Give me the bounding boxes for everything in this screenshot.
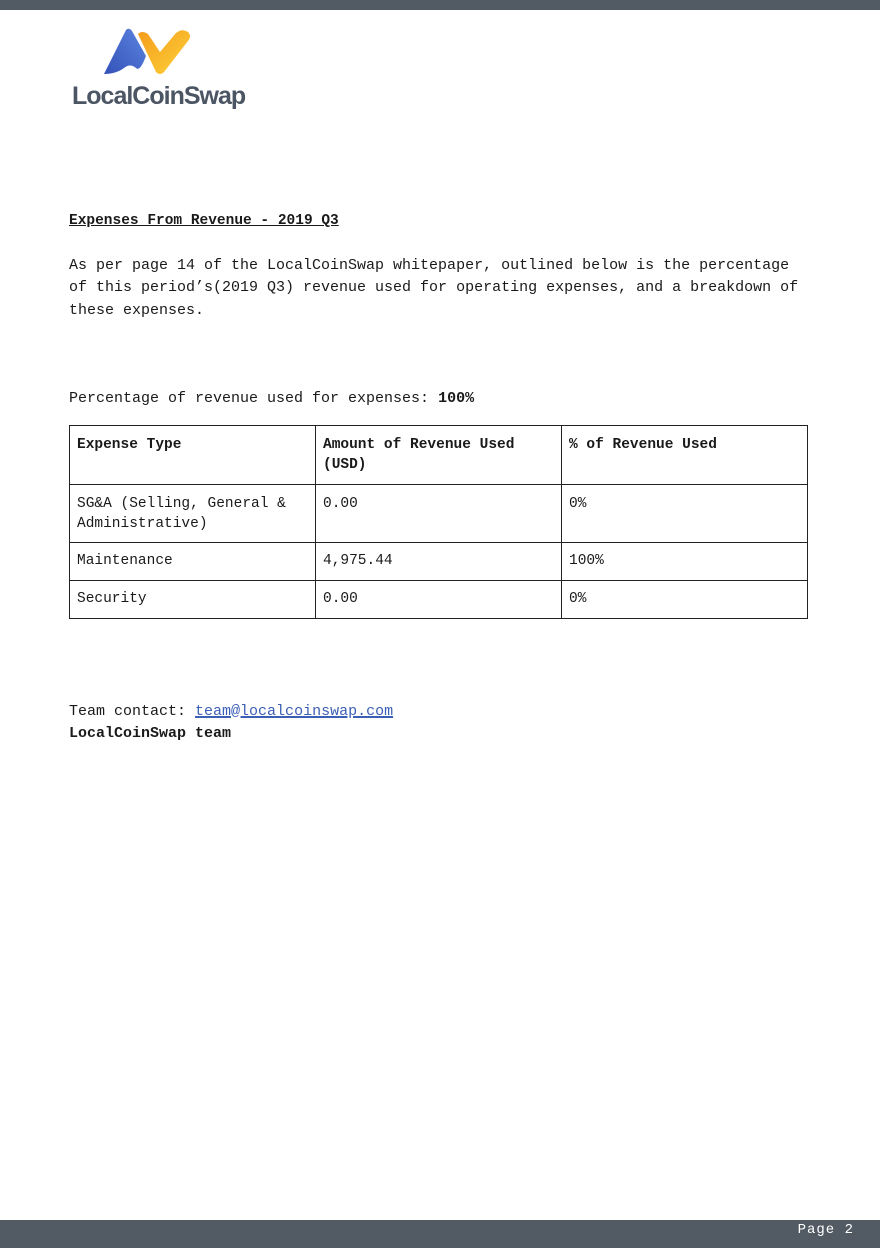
table-cell: SG&A (Selling, General & Administrative) <box>70 484 316 542</box>
table-cell: 0% <box>562 580 808 618</box>
intro-paragraph: As per page 14 of the LocalCoinSwap whitepaper, outlined below is the percentage of this period’s(2019 Q3) revenue used for operating expenses, and a breakdown of these expenses. <box>69 256 799 319</box>
percentage-label: Percentage of revenue used for expenses: <box>69 390 430 407</box>
page-number: Page 2 <box>797 1222 854 1238</box>
table-header-row <box>70 425 808 484</box>
document-heading: Expenses From Revenue - 2019 Q3 <box>69 213 339 229</box>
expenses-table <box>69 425 808 619</box>
table-cell: 0% <box>562 484 808 542</box>
table-cell: Maintenance <box>70 542 316 580</box>
table-header-cell: Amount of Revenue Used (USD) <box>316 425 562 484</box>
table-cell: Security <box>70 580 316 618</box>
table-header-cell: % of Revenue Used <box>562 425 808 484</box>
table-cell: 0.00 <box>316 484 562 542</box>
logo-wordmark: LocalCoinSwap <box>72 82 246 110</box>
table-cell: 4,975.44 <box>316 542 562 580</box>
top-bar <box>0 0 880 10</box>
table-cell: 100% <box>562 542 808 580</box>
logo <box>72 28 247 113</box>
table-header-cell: Expense Type <box>70 425 316 484</box>
percentage-value: 100% <box>438 390 475 407</box>
logo-mark-icon <box>72 28 247 78</box>
contact-email-link[interactable]: team@localcoinswap.com <box>195 702 394 720</box>
table-cell: 0.00 <box>316 580 562 618</box>
document-body <box>69 210 809 745</box>
contact-line <box>69 701 809 723</box>
signoff: LocalCoinSwap team <box>69 724 232 742</box>
percentage-line <box>69 388 809 411</box>
table-row <box>70 542 808 580</box>
table-row <box>70 580 808 618</box>
footer-bar <box>0 1220 880 1248</box>
contact-label: Team contact: <box>69 702 187 720</box>
contact-block <box>69 701 809 745</box>
table-row <box>70 484 808 542</box>
